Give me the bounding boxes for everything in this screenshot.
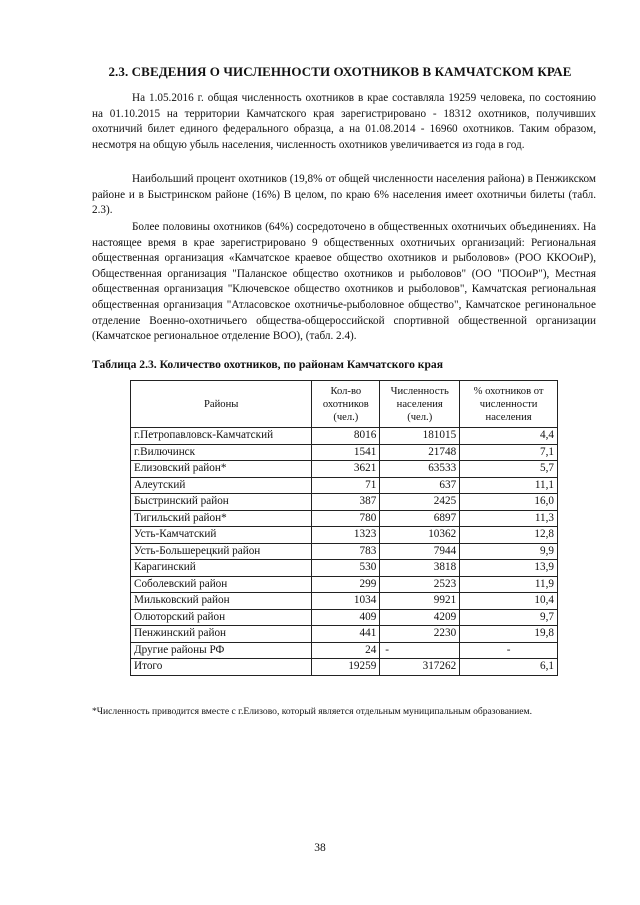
cell-hunters: 24 xyxy=(312,642,380,659)
cell-percent: 9,7 xyxy=(460,609,558,626)
cell-district: Соболевский район xyxy=(131,576,312,593)
cell-population: 2230 xyxy=(380,626,460,643)
cell-percent: 11,9 xyxy=(460,576,558,593)
cell-district: Елизовский район* xyxy=(131,461,312,478)
table-row xyxy=(131,609,558,626)
cell-population: 4209 xyxy=(380,609,460,626)
cell-district: Другие районы РФ xyxy=(131,642,312,659)
table-header-row xyxy=(131,381,558,428)
table-row xyxy=(131,510,558,527)
cell-district: Пенжинский район xyxy=(131,626,312,643)
header-hunters: Кол-во охотников (чел.) xyxy=(312,381,380,428)
table-row xyxy=(131,642,558,659)
cell-population: 317262 xyxy=(380,659,460,676)
table-row xyxy=(131,527,558,544)
cell-percent: 12,8 xyxy=(460,527,558,544)
cell-district: Усть-Камчатский xyxy=(131,527,312,544)
cell-percent: 9,9 xyxy=(460,543,558,560)
cell-percent: 11,3 xyxy=(460,510,558,527)
table-row xyxy=(131,543,558,560)
cell-population: 10362 xyxy=(380,527,460,544)
header-percent: % охотников от численности населения xyxy=(460,381,558,428)
cell-percent: 19,8 xyxy=(460,626,558,643)
cell-percent: - xyxy=(460,642,558,659)
cell-percent: 7,1 xyxy=(460,444,558,461)
hunters-by-district-table xyxy=(130,380,558,676)
table-row xyxy=(131,477,558,494)
table-row xyxy=(131,576,558,593)
cell-population: 2523 xyxy=(380,576,460,593)
cell-hunters: 19259 xyxy=(312,659,380,676)
footnote: *Численность приводится вместе с г.Елизово, который является отдельным муниципальным образованием. xyxy=(92,706,532,717)
cell-hunters: 299 xyxy=(312,576,380,593)
cell-district: Алеутский xyxy=(131,477,312,494)
cell-district: г.Вилючинск xyxy=(131,444,312,461)
cell-hunters: 409 xyxy=(312,609,380,626)
cell-hunters: 8016 xyxy=(312,428,380,445)
section-heading: 2.3. СВЕДЕНИЯ О ЧИСЛЕННОСТИ ОХОТНИКОВ В КАМЧАТСКОМ КРАЕ xyxy=(108,64,572,79)
cell-hunters: 3621 xyxy=(312,461,380,478)
cell-hunters: 1034 xyxy=(312,593,380,610)
cell-population: 2425 xyxy=(380,494,460,511)
cell-population: 181015 xyxy=(380,428,460,445)
cell-population: 6897 xyxy=(380,510,460,527)
cell-percent: 16,0 xyxy=(460,494,558,511)
header-district: Районы xyxy=(131,381,312,428)
cell-hunters: 1323 xyxy=(312,527,380,544)
cell-hunters: 783 xyxy=(312,543,380,560)
cell-district: г.Петропавловск-Камчатский xyxy=(131,428,312,445)
cell-percent: 11,1 xyxy=(460,477,558,494)
cell-population: 637 xyxy=(380,477,460,494)
cell-hunters: 780 xyxy=(312,510,380,527)
cell-hunters: 71 xyxy=(312,477,380,494)
cell-percent: 4,4 xyxy=(460,428,558,445)
page-number: 38 xyxy=(314,842,326,854)
cell-district: Усть-Большерецкий район xyxy=(131,543,312,560)
cell-district: Мильковский район xyxy=(131,593,312,610)
cell-percent: 6,1 xyxy=(460,659,558,676)
cell-population: 3818 xyxy=(380,560,460,577)
cell-hunters: 1541 xyxy=(312,444,380,461)
cell-population: 9921 xyxy=(380,593,460,610)
cell-population: 63533 xyxy=(380,461,460,478)
cell-percent: 5,7 xyxy=(460,461,558,478)
cell-population: - xyxy=(380,642,460,659)
table-caption: Таблица 2.3. Количество охотников, по районам Камчатского края xyxy=(92,358,443,371)
cell-district: Быстринский район xyxy=(131,494,312,511)
paragraph-organizations: Более половины охотников (64%) сосредоточено в общественных охотничьих объединениях. На настоящее время в крае зарегистрировано 9 общественных охотничьих организаций: Региональная общественная организация «Камчатское краевое общество охотников и рыболовов» (РОО ККООиР), Общественная организация "Паланское общество охотников и рыболовов" (ОО "ПООиР"), Местная общественная организация "Ключевское общество охотников и рыболовов", Камчатская региональная общественная организация "Атласовское охотничье-рыболовное общество", Камчатское регинональное отделение Военно-охотничьего общества-общероссийской спортивной общественной организации (Камчатское региональное отделение ВОО), (табл. 2.4). xyxy=(92,221,596,343)
cell-percent: 13,9 xyxy=(460,560,558,577)
table-row xyxy=(131,494,558,511)
header-population: Численность населения (чел.) xyxy=(380,381,460,428)
cell-district: Карагинский xyxy=(131,560,312,577)
cell-population: 7944 xyxy=(380,543,460,560)
cell-district: Тигильский район* xyxy=(131,510,312,527)
table-total-row xyxy=(131,659,558,676)
table-row xyxy=(131,444,558,461)
cell-hunters: 387 xyxy=(312,494,380,511)
table-row xyxy=(131,560,558,577)
cell-hunters: 441 xyxy=(312,626,380,643)
cell-hunters: 530 xyxy=(312,560,380,577)
paragraph-highest-percent: Наибольший процент охотников (19,8% от общей численности населения района) в Пенжикском районе и в Быстринском районе (16%) В целом, по краю 6% населения имеет охотничьи билеты (табл. 2.3). xyxy=(92,173,596,217)
table-row xyxy=(131,593,558,610)
paragraph-hunter-count: На 1.05.2016 г. общая численность охотников в крае составляла 19259 человека, по состоянию на 01.10.2015 на территории Камчатского края зарегистрировано - 18312 охотников, получивших охотничий билет единого федерального образца, а на 01.08.2014 - 16960 охотников. Таким образом, несмотря на общую убыль населения, численность охотников увеличивается из года в год. xyxy=(92,92,596,151)
table-row xyxy=(131,461,558,478)
table-row xyxy=(131,626,558,643)
cell-district: Итого xyxy=(131,659,312,676)
cell-population: 21748 xyxy=(380,444,460,461)
cell-percent: 10,4 xyxy=(460,593,558,610)
cell-district: Олюторский район xyxy=(131,609,312,626)
table-row xyxy=(131,428,558,445)
